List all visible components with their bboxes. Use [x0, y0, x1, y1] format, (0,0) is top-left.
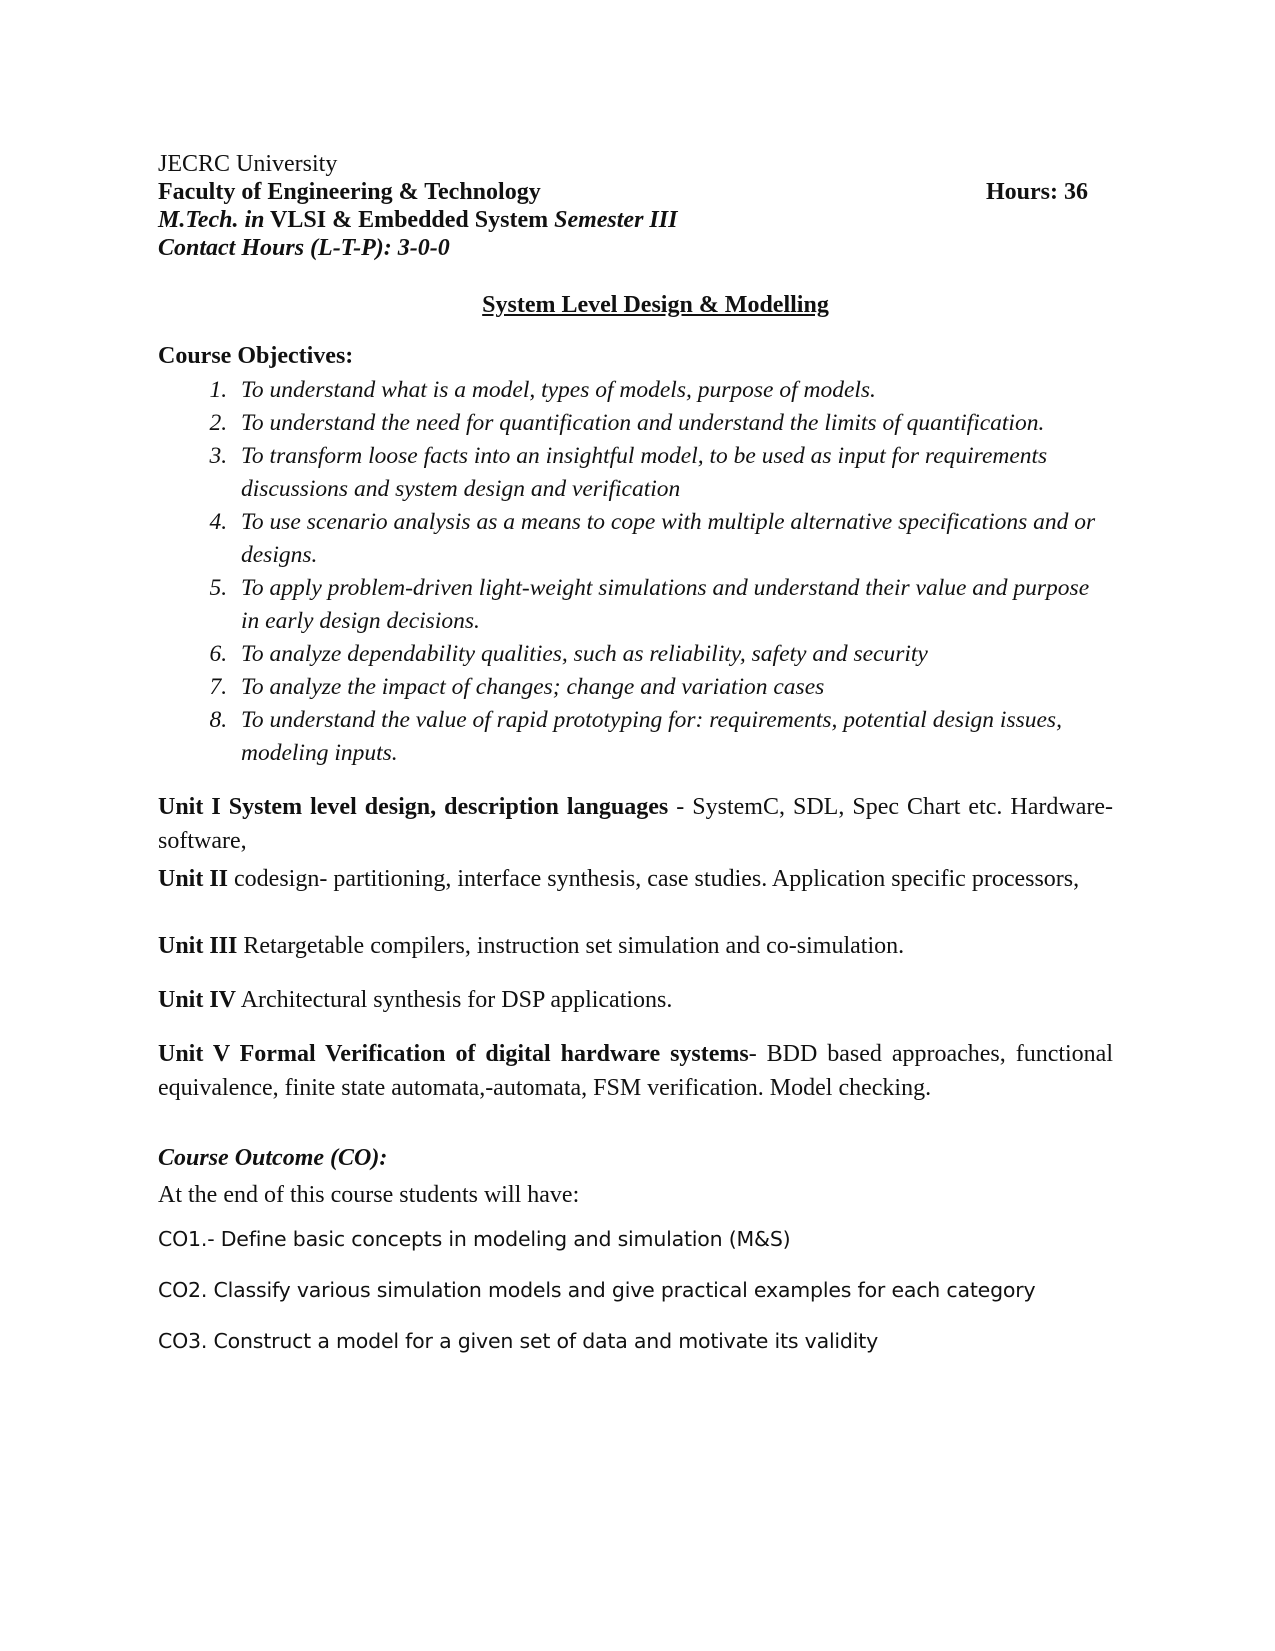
program-line	[158, 206, 1113, 234]
outcome-item: CO3. Construct a model for a given set of data and motivate its validity	[158, 1329, 879, 1353]
objectives-heading: Course Objectives:	[158, 343, 354, 369]
hours-label: Hours: 36	[986, 179, 1088, 205]
unit-label: Unit I System level design, description languages	[158, 794, 669, 820]
unit-label: Unit III	[158, 933, 238, 959]
objective-item: 2. To understand the need for quantification and understand the limits of quantification.	[233, 407, 1113, 440]
objectives-list	[158, 374, 1113, 770]
unit-3	[158, 929, 1113, 963]
course-title: System Level Design & Modelling	[482, 292, 829, 318]
faculty-name: Faculty of Engineering & Technology	[158, 179, 541, 205]
objective-item: 6. To analyze dependability qualities, such as reliability, safety and security	[233, 638, 1113, 671]
unit-text: codesign- partitioning, interface synthesis, case studies. Application specific processors,	[228, 866, 1080, 892]
objective-item: 8. To understand the value of rapid prototyping for: requirements, potential design issues, modeling inputs.	[233, 704, 1113, 770]
program-prefix: M.Tech. in	[158, 207, 265, 233]
outcome-item: CO2. Classify various simulation models and give practical examples for each category	[158, 1278, 1036, 1302]
unit-5	[158, 1037, 1113, 1105]
program-name: VLSI & Embedded System	[270, 207, 549, 233]
objective-item: 4. To use scenario analysis as a means to cope with multiple alternative specifications and or designs.	[233, 506, 1113, 572]
unit-text: - BDD based approaches, functional equivalence, finite state automata,-automata, FSM verification. Model checking.	[158, 1041, 1113, 1101]
objective-item: 1. To understand what is a model, types of models, purpose of models.	[233, 374, 1113, 407]
outcomes-heading: Course Outcome (CO):	[158, 1145, 388, 1171]
university-name: JECRC University	[158, 151, 338, 177]
objective-item: 3. To transform loose facts into an insightful model, to be used as input for requirements discussions and system design and verification	[233, 440, 1113, 506]
syllabus-page	[158, 150, 1113, 1353]
unit-1	[158, 790, 1113, 858]
unit-text: Retargetable compilers, instruction set simulation and co-simulation.	[237, 933, 905, 959]
unit-text: Architectural synthesis for DSP applications.	[236, 987, 673, 1013]
objective-item: 5. To apply problem-driven light-weight simulations and understand their value and purpose in early design decisions.	[233, 572, 1113, 638]
objective-item: 7. To analyze the impact of changes; change and variation cases	[233, 671, 1113, 704]
unit-label: Unit IV	[158, 987, 237, 1013]
unit-label: Unit II	[158, 866, 229, 892]
semester-label: Semester III	[554, 207, 678, 233]
unit-label: Unit V Formal Verification of digital hardware systems	[158, 1041, 749, 1067]
unit-2	[158, 862, 1113, 896]
contact-hours: Contact Hours (L-T-P): 3-0-0	[158, 235, 450, 261]
outcomes-intro: At the end of this course students will have:	[158, 1182, 580, 1208]
outcome-item: CO1.- Define basic concepts in modeling and simulation (M&S)	[158, 1227, 791, 1251]
unit-4	[158, 983, 1113, 1017]
faculty-row	[158, 178, 1088, 206]
unit-text: - SystemC, SDL, Spec Chart etc. Hardware-software,	[158, 794, 1113, 854]
